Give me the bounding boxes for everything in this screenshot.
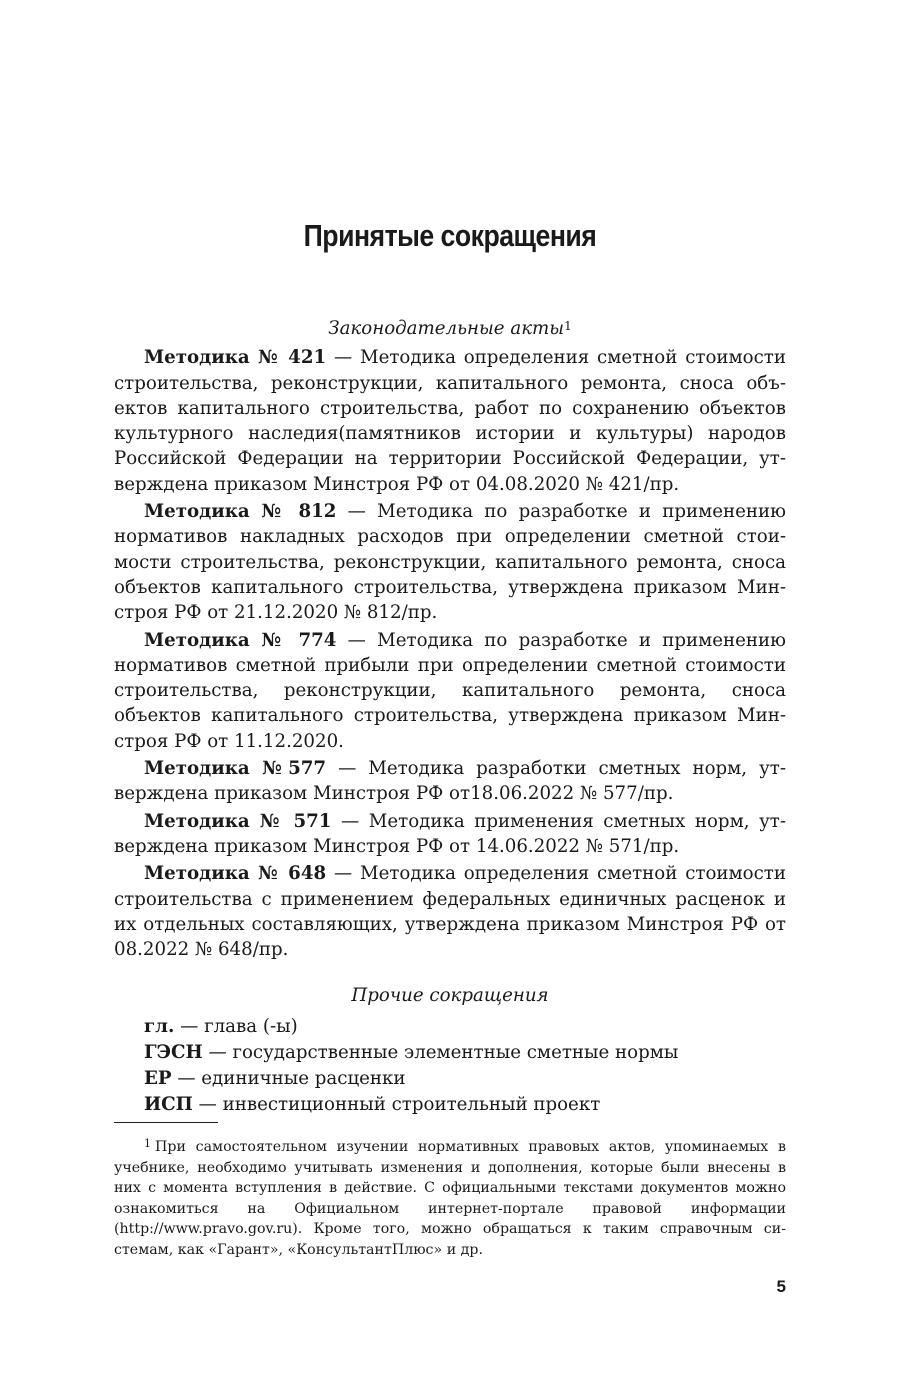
page-number: 5 bbox=[776, 1277, 786, 1296]
footnote bbox=[114, 1134, 786, 1261]
abbreviation-text: — государственные элементные сметные нормы bbox=[202, 1041, 679, 1063]
abbreviation-term: ИСП bbox=[144, 1093, 193, 1115]
abbreviation-term: ЕР bbox=[144, 1067, 172, 1089]
footnote-text: При самостоятельном изучении нормативных правовых актов, упоминаемых в учебнике, необходимо учитывать изменения и дополнения, которые были внесены в них с момента вступления в действие. С официальными текстами документов можно ознакомиться на Официальном интернет-портале правовой информации (http://www.pravo.gov.ru). Кроме того, можно обращаться к таким справочным системам, как «Гарант», «КонсультантПлюс» и др. bbox=[114, 1139, 786, 1258]
legislation-entry bbox=[114, 499, 786, 625]
abbreviation-entry bbox=[144, 1066, 786, 1092]
entry-text: — Методика определения сметной стоимости строительства с применением федеральных единичных расценок и их отдельных составляющих, утверждена приказом Минстроя РФ от 08.2022 № 648/пр. bbox=[114, 863, 786, 961]
entry-text: — Методика определения сметной стоимости строительства, реконструкции, капитального ремонта, сноса объектов капитального строительства, работ по сохранению объектов культурного наследия(памятников истории и культуры) народов Российской Федерации на территории Российской Федерации, утверждена приказом Минстроя РФ от 04.08.2020 № 421/пр. bbox=[114, 347, 786, 495]
legislation-entry bbox=[114, 861, 786, 962]
legislation-entry bbox=[114, 345, 786, 497]
entry-term: Методика № 812 bbox=[144, 501, 337, 523]
entry-term: Методика № 648 bbox=[144, 863, 327, 885]
footnote-reference[interactable]: 1 bbox=[564, 319, 572, 333]
entry-text: — Методика применения сметных норм, утверждена приказом Минстроя РФ от 14.06.2022 № 571/пр. bbox=[114, 810, 786, 857]
entry-term: Методика №577 bbox=[144, 758, 327, 780]
entry-term: Методика № 774 bbox=[144, 629, 337, 651]
abbreviation-term: ГЭСН bbox=[144, 1041, 203, 1063]
footnote-number: 1 bbox=[144, 1137, 151, 1150]
entry-term: Методика № 571 bbox=[144, 810, 332, 832]
main-content bbox=[114, 314, 786, 1118]
entry-text: — Методика по разработке и применению нормативов накладных расходов при определении сметной стоимости строительства, реконструкции, капитального ремонта, сноса объектов капитального строительства, утверждена приказом Минстроя РФ от 21.12.2020 № 812/пр. bbox=[114, 501, 786, 624]
legislation-entry bbox=[114, 756, 786, 807]
entry-text: — Методика по разработке и применению нормативов сметной прибыли при определении сметной стоимости строительства, реконструкции, капитального ремонта, сноса объектов капитального строительства, утверждена приказом Минстроя РФ от 11.12.2020. bbox=[114, 629, 786, 752]
page-title: Принятые сокращения bbox=[303, 218, 597, 253]
entry-term: Методика № 421 bbox=[144, 347, 327, 369]
abbreviation-entry bbox=[144, 1040, 786, 1066]
abbreviation-entry bbox=[144, 1014, 786, 1040]
section-heading-other: Прочие сокращения bbox=[351, 985, 549, 1007]
section-heading-legislation bbox=[114, 314, 786, 341]
abbreviation-term: гл. bbox=[144, 1015, 175, 1037]
abbreviation-text: — единичные расценки bbox=[171, 1067, 406, 1089]
abbreviation-text: — глава (-ы) bbox=[174, 1015, 298, 1037]
legislation-entry bbox=[114, 809, 786, 860]
section-heading-legislation-text: Законодательные акты bbox=[328, 318, 565, 339]
abbreviation-text: — инвестиционный строительный проект bbox=[192, 1093, 601, 1115]
entry-text: — Методика разработки сметных норм, утверждена приказом Минстроя РФ от18.06.2022 № 577/пр. bbox=[114, 758, 786, 805]
footnote-divider bbox=[114, 1122, 218, 1123]
legislation-entry bbox=[114, 628, 786, 754]
abbreviation-entry bbox=[144, 1092, 786, 1118]
